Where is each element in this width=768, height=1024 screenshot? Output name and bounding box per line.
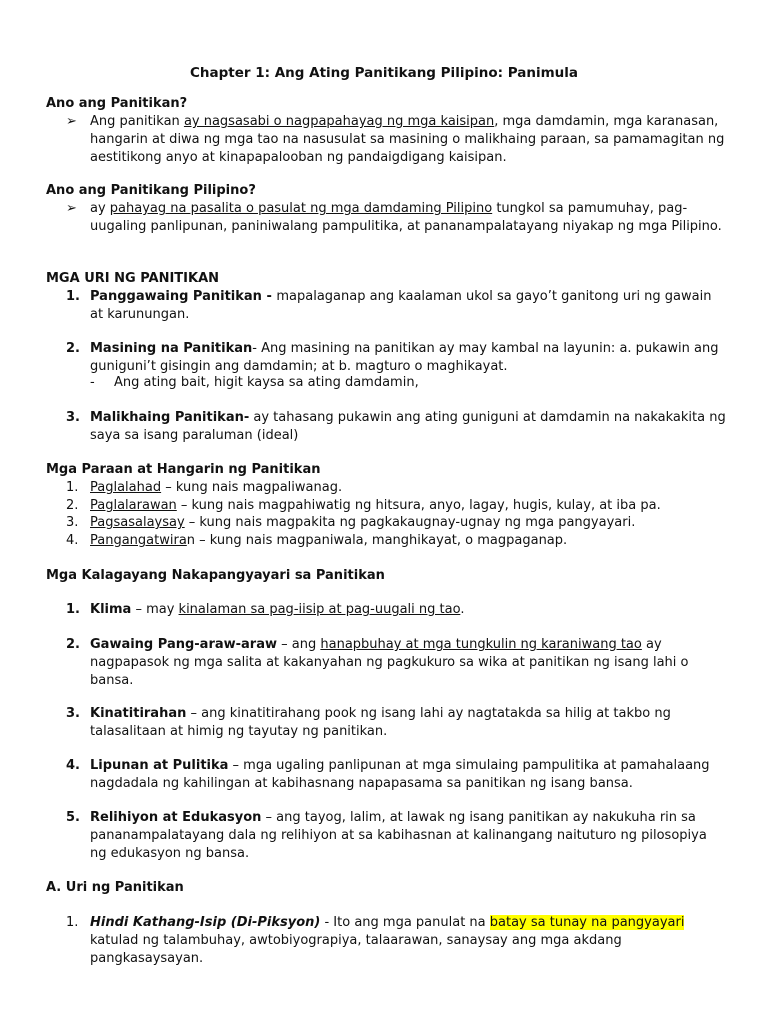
underlined-term: Pangangatwira [90,533,187,548]
highlighted-phrase: batay sa tunay na pangyayari [489,915,685,930]
text-segment: – ang tayog, lalim, at lawak ng isang panitikan ay nakukuha rin sa pananampalatayang dala ng relihiyon at sa kabihasnan at kalinangang naituturo ng pilosopiya ng edukasyon ng bansa. [90,810,707,861]
list-number: 1. [66,915,79,930]
list-item-text [90,532,726,550]
list-number: 4. [66,758,80,773]
list-item-text [90,288,726,324]
term: Relihiyon at Edukasyon [90,810,262,825]
heading-kalagayang-nakapangyayari: Mga Kalagayang Nakapangyayari sa Panitikan [46,568,385,583]
list-number: 1. [66,289,80,304]
list-number: 2. [66,341,80,356]
arrow-bullet-icon: ➢ [66,201,77,216]
term: Kinatitirahan [90,706,187,721]
underlined-phrase: ay nagsasabi o nagpapahayag ng mga kaisipan [183,114,495,129]
list-item [66,514,726,532]
text-segment: katulad ng talambuhay, awtobiyograpiya, talaarawan, sanaysay ang mga akdang pangkasaysayan. [90,933,622,966]
term: Masining na Panitikan [90,341,253,356]
underlined-term: Pagsasalaysay [90,515,185,530]
list-number: 4. [66,533,79,548]
list-item [66,914,726,968]
list-number: 3. [66,515,79,530]
list-item-text [90,636,726,690]
underlined-phrase: kinalaman sa pag-iisip at pag-uugali ng tao [178,602,461,617]
definition: – kung nais magpakita ng pagkakaugnay-ugnay ng mga pangyayari. [184,515,636,530]
list-item-text [90,514,726,532]
list-number: 3. [66,706,80,721]
definition: – kung nais magpahiwatig ng hitsura, anyo, lagay, hugis, kulay, at iba pa. [176,498,661,513]
dash-subitem [90,374,419,392]
page-title: Chapter 1: Ang Ating Panitikang Pilipino: Panimula [189,65,579,81]
text-segment: ay nagpapasok ng mga salita at kakanyahan ng pagkukuro sa wika at panitikan ng isang lahi o bansa. [90,637,689,688]
heading-panitikang-pilipino: Ano ang Panitikang Pilipino? [46,183,256,198]
underlined-term: Paglalarawan [90,498,177,513]
text-segment: – ang kinatitirahang pook ng isang lahi ay nagtatakda sa hilig at takbo ng talasalitaan at himig ng tayutay ng panitikan. [90,706,671,739]
definition: - Ang masining na panitikan ay may kambal na layunin: a. pukawin ang guniguni’t gisingin ang damdamin; at b. magturo o maghikayat. [90,341,719,374]
list-item [66,479,726,497]
term: Klima [90,602,132,617]
text-segment: , mga damdamin, mga karanasan, hangarin at diwa ng mga tao na nasusulat sa masining o malikhaing paraan, sa pamamagitan ng aestitikong anyo at kinapapalooban ng pandaigdigang kaisipan. [90,114,725,165]
term: Malikhaing Panitikan- [90,410,250,425]
text-segment: - Ito ang mga panulat na [320,915,490,930]
heading-ano-ang-panitikan: Ano ang Panitikan? [46,96,188,111]
text-segment: tungkol sa pamumuhay, pag-uugaling panlipunan, paniniwalang pampulitika, at pananampalatayang niyakap ng mga Pilipino. [90,201,722,234]
list-number: 1. [66,480,79,495]
list-item-text [90,705,726,741]
paragraph-text [90,200,726,236]
list-item-text [90,914,726,968]
dash-bullet-icon: - [90,375,95,390]
list-item-text [90,757,726,793]
term: Panggawaing Panitikan - [90,289,277,304]
list-number: 1. [66,602,80,617]
list-item [66,497,726,515]
list-number: 2. [66,498,79,513]
list-item-text [90,809,726,863]
list-item [66,601,726,619]
list-item [66,288,726,324]
text-segment: . [460,602,465,617]
definition: ay tahasang pukawin ang ating guniguni at damdamin na nakakakita ng saya sa isang paraluman (ideal) [90,410,726,443]
text-segment: Ang panitikan [90,114,184,129]
list-item [66,636,726,690]
heading-mga-uri-ng-panitikan: MGA URI NG PANITIKAN [46,271,220,286]
list-item-text [90,479,726,497]
arrow-bullet-icon: ➢ [66,114,77,129]
text-segment: ay [90,201,110,216]
list-item [66,809,726,863]
underlined-phrase: hanapbuhay at mga tungkulin ng karaniwang tao [320,637,642,652]
heading-paraan-at-hangarin: Mga Paraan at Hangarin ng Panitikan [46,462,321,477]
subitem-text: Ang ating bait, higit kaysa sa ating damdamin, [114,375,419,390]
text-segment: – may [131,602,179,617]
list-item [66,757,726,793]
list-item [66,532,726,550]
list-item [66,705,726,741]
list-number: 5. [66,810,80,825]
definition: mapalaganap ang kaalaman ukol sa gayo’t ganitong uri ng gawain at karunungan. [90,289,712,322]
list-item-text [90,601,726,619]
definition: n – kung nais magpaniwala, manghikayat, o magpaganap. [186,533,568,548]
bullet-item-panitikang-pilipino [66,200,726,236]
paragraph-text [90,113,726,167]
term: Lipunan at Pulitika [90,758,229,773]
term: Hindi Kathang-Isip (Di-Piksyon) [90,915,321,930]
underlined-phrase: pahayag na pasalita o pasulat ng mga damdaming Pilipino [109,201,493,216]
list-item [66,340,726,376]
term: Gawaing Pang-araw-araw [90,637,278,652]
underlined-term: Paglalahad [90,480,162,495]
definition: – kung nais magpaliwanag. [161,480,343,495]
list-number: 3. [66,410,80,425]
list-item-text [90,409,726,445]
text-segment: – ang [277,637,321,652]
list-item-text [90,340,726,376]
bullet-item-panitikan [66,113,726,167]
list-number: 2. [66,637,80,652]
text-segment: – mga ugaling panlipunan at mga simulaing pampulitika at pamahalaang nagdadala ng kahilingan at kabihasnang napapasama sa panitikan ng isang bansa. [90,758,710,791]
list-item-text [90,497,726,515]
heading-uri-ng-panitikan: A. Uri ng Panitikan [46,880,184,895]
list-item [66,409,726,445]
